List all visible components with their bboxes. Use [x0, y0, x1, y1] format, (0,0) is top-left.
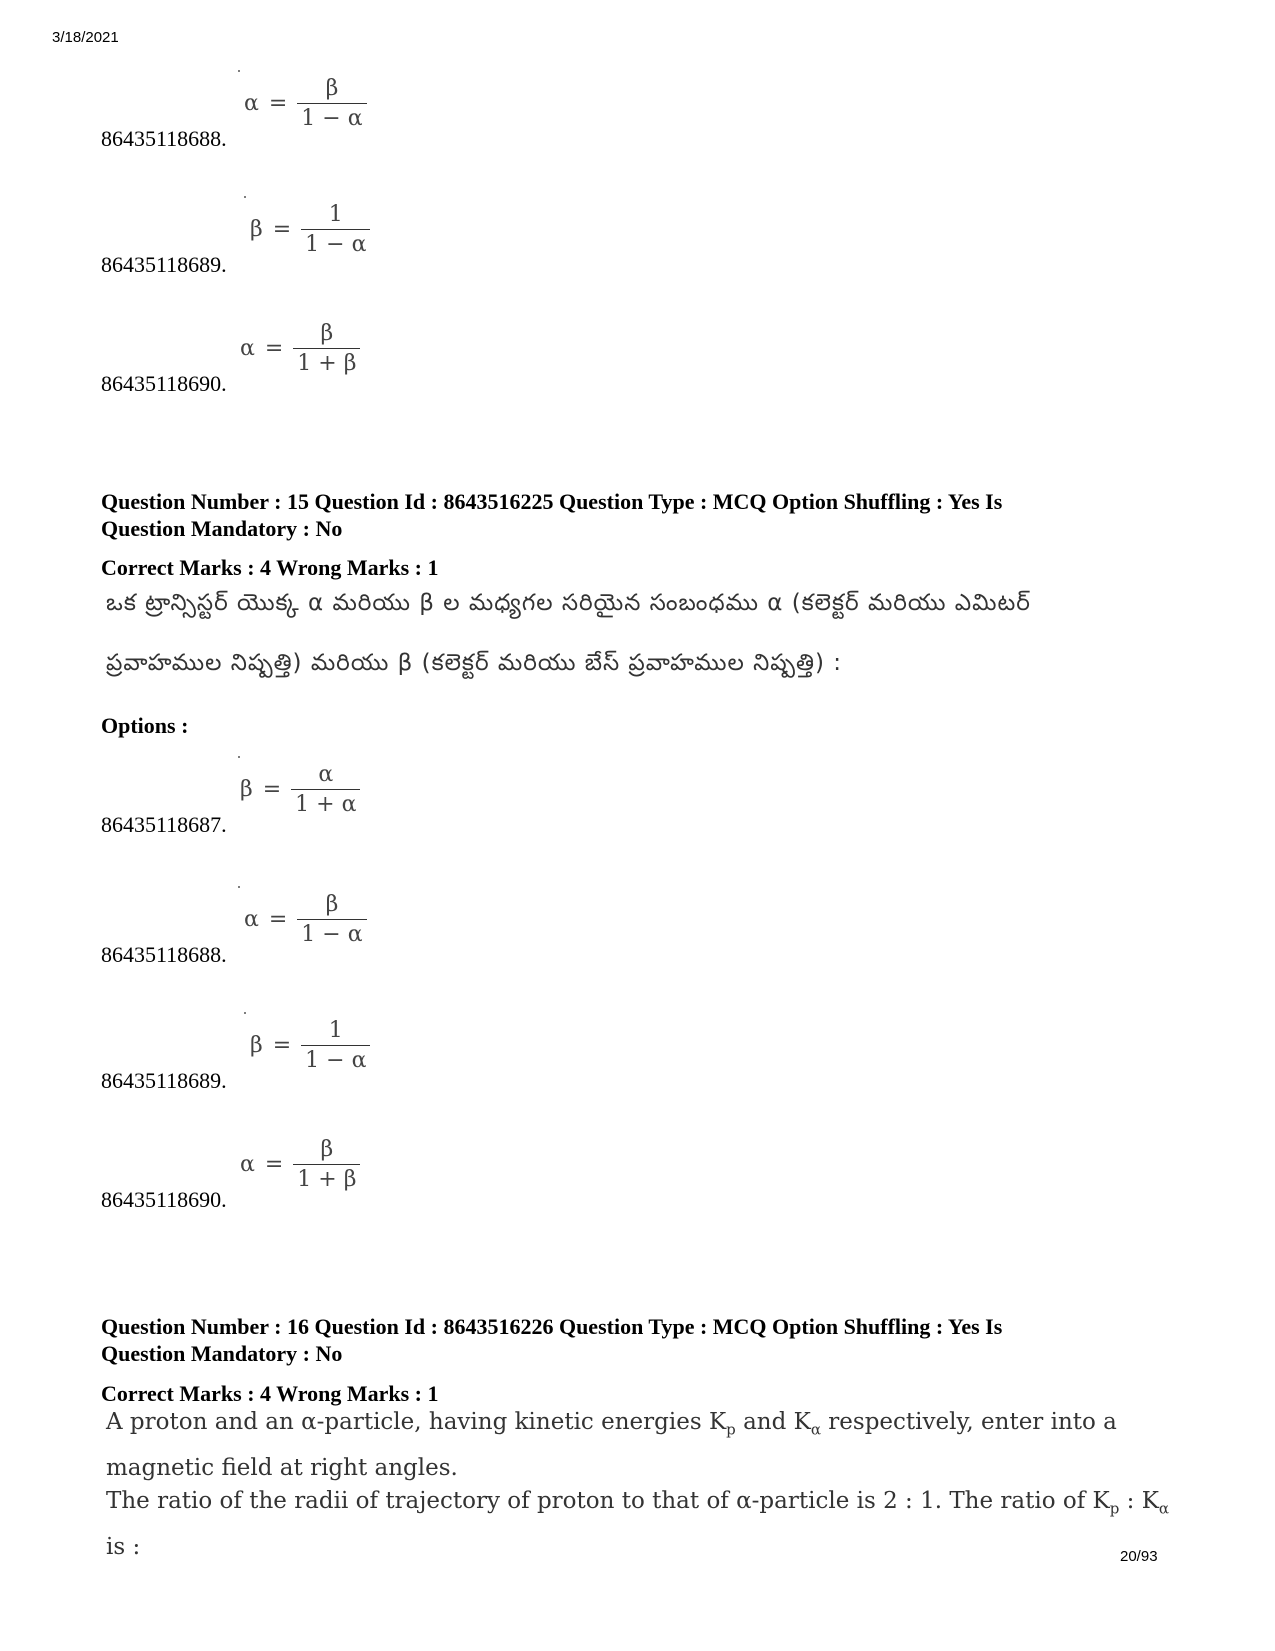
option-id: 86435118690. [101, 1187, 227, 1212]
option-id: 86435118689. [101, 252, 227, 277]
q15-option-4 [0, 1137, 600, 1253]
q15-header [101, 488, 1181, 542]
q15-text-line2: ప్రవాహముల నిష్పత్తి) మరియు β (కలెక్టర్ మరియు బేస్ ప్రవాహముల నిష్పత్తి) : [106, 650, 843, 676]
q15-marks: Correct Marks : 4 Wrong Marks : 1 [101, 555, 439, 580]
q16-text-p1: A proton and an α-particle, having kinetic energies $K_p$ and $K_\alpha$ respectively, enter into a magnetic field at right angles. [106, 1409, 1117, 1481]
option-formula: α = $\frac{\beta}{1 + \beta}$ [240, 321, 360, 376]
q15-option-2 [0, 892, 600, 1008]
page-number: 20/93 [1120, 1548, 1158, 1565]
option-id: 86435118688. [101, 126, 227, 151]
q15-options-label: Options : [101, 713, 189, 738]
q16-text-p2: The ratio of the radii of trajectory of proton to that of α-particle is 2 : 1. The ratio of $K_p$ : $K_\alpha$ is : [106, 1488, 1170, 1560]
option-formula: α = $\frac{\beta}{1 - \alpha}$ [244, 892, 367, 947]
option-id: 86435118688. [101, 942, 227, 967]
scan-dot [244, 1012, 246, 1014]
q16-header-line2: Question Mandatory : No [101, 1341, 343, 1366]
prev-option-2 [0, 202, 600, 318]
q16-header-line1: Question Number : 16 Question Id : 8643516226 Question Type : MCQ Option Shuffling : Yes Is [101, 1314, 1003, 1339]
q15-header-line1: Question Number : 15 Question Id : 8643516225 Question Type : MCQ Option Shuffling : Yes Is [101, 489, 1003, 514]
option-formula: α = $\frac{\beta}{1 - \alpha}$ [244, 76, 367, 131]
q15-header-line2: Question Mandatory : No [101, 516, 343, 541]
option-id: 86435118689. [101, 1068, 227, 1093]
q16-marks: Correct Marks : 4 Wrong Marks : 1 [101, 1381, 439, 1406]
scan-dot [238, 756, 240, 758]
print-date: 3/18/2021 [52, 29, 119, 46]
scan-dot [244, 196, 246, 198]
option-formula: β = $\frac{1}{1 - \alpha}$ [250, 202, 370, 257]
option-id: 86435118690. [101, 371, 227, 396]
q15-option-1 [0, 762, 600, 878]
q15-option-3 [0, 1018, 600, 1134]
option-formula: α = $\frac{\beta}{1 + \beta}$ [240, 1137, 360, 1192]
q16-header [101, 1313, 1181, 1367]
scan-dot [238, 70, 240, 72]
q15-text-line1: ఒక ట్రాన్సిస్టర్ యొక్క α మరియు β ల మధ్యగల సరియైన సంబంధము α (కలెక్టర్ మరియు ఎమిటర్ [106, 590, 1031, 616]
option-formula: β = $\frac{\alpha}{1 + \alpha}$ [240, 762, 360, 817]
prev-option-1 [0, 76, 600, 192]
prev-option-3 [0, 321, 600, 437]
option-formula: β = $\frac{1}{1 - \alpha}$ [250, 1018, 370, 1073]
option-id: 86435118687. [101, 812, 227, 837]
scan-dot [238, 886, 240, 888]
